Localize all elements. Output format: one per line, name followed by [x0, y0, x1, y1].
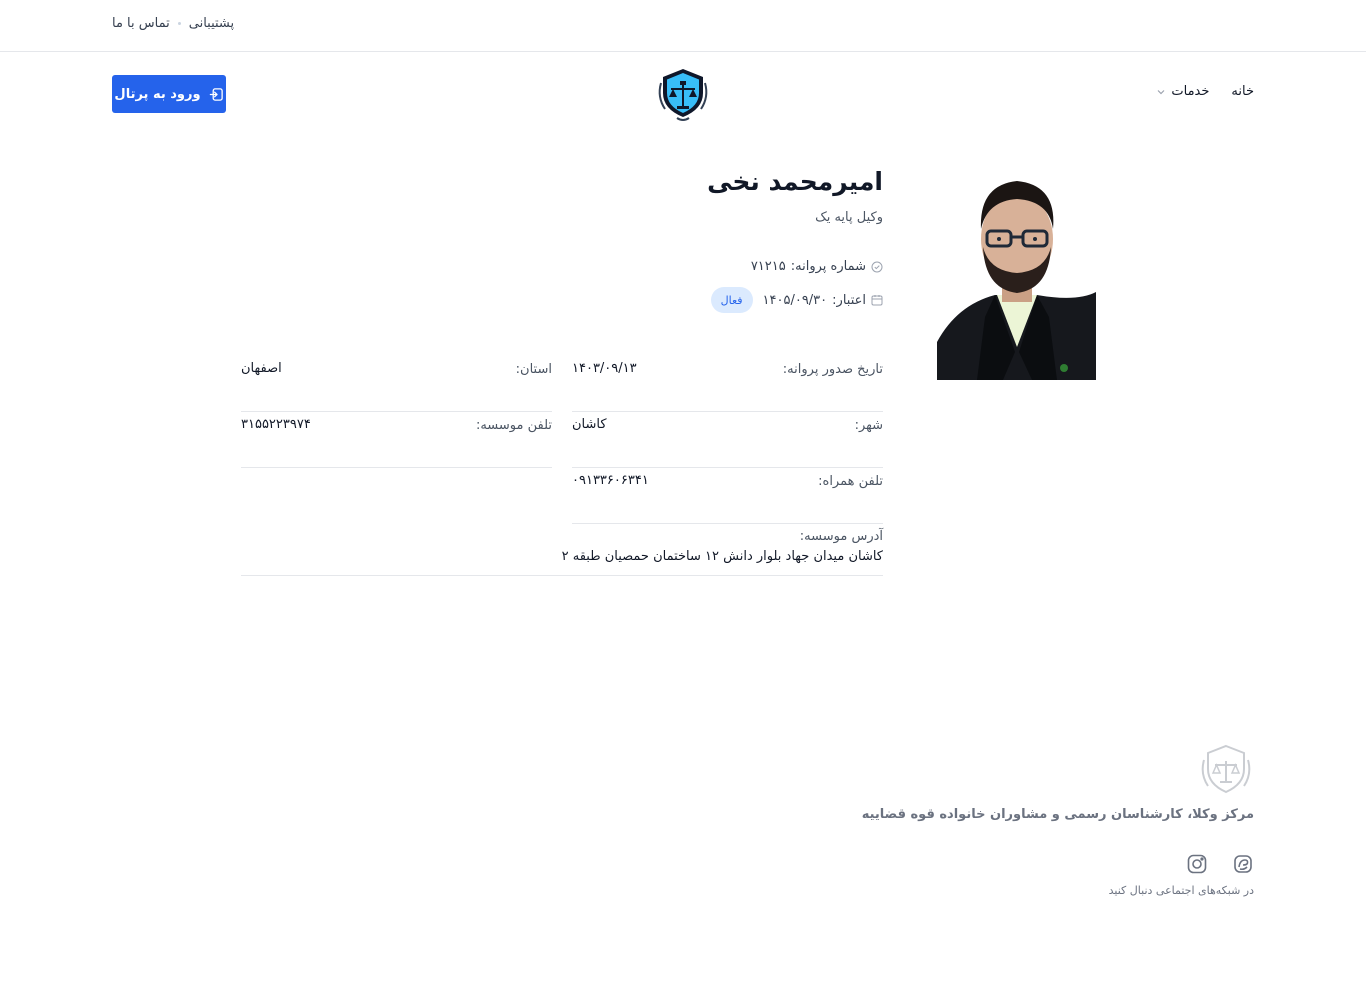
lawyer-title: وکیل پایه یک [815, 210, 883, 225]
contact-link[interactable]: تماس با ما [112, 16, 170, 31]
expiry-label: اعتبار: [832, 292, 866, 308]
province-label: استان: [515, 362, 552, 377]
province-value: اصفهان [241, 361, 282, 376]
topbar-links [112, 16, 234, 31]
footer-logo [1198, 742, 1254, 798]
expiry-row [711, 287, 883, 313]
social-links [1186, 853, 1254, 875]
judiciary-logo [653, 63, 713, 123]
navbar [0, 52, 1366, 136]
mobile-value: ۰۹۱۳۳۶۰۶۳۴۱ [572, 473, 649, 488]
city-field [572, 412, 883, 468]
office-phone-value: ۳۱۵۵۲۲۳۹۷۴ [241, 417, 311, 432]
issue-date-field [572, 356, 883, 412]
province-field [241, 356, 552, 412]
mobile-label: تلفن همراه: [818, 474, 883, 489]
footer-title: مرکز وکلا، کارشناسان رسمی و مشاوران خانواده قوه قضاییه [861, 807, 1254, 822]
eitaa-icon[interactable] [1232, 853, 1254, 875]
instagram-icon[interactable] [1186, 853, 1208, 875]
login-icon [209, 87, 224, 102]
city-label: شهر: [854, 418, 883, 433]
address-label: آدرس موسسه: [799, 529, 883, 544]
profile-photo [937, 167, 1096, 380]
nav-services-label: خدمات [1171, 84, 1210, 99]
license-row [751, 259, 883, 274]
city-value: کاشان [572, 417, 607, 432]
issue-date-value: ۱۴۰۳/۰۹/۱۳ [572, 361, 637, 376]
office-phone-field [241, 412, 552, 468]
address-value: کاشان میدان جهاد بلوار دانش ۱۲ ساختمان حمصیان طبقه ۲ [561, 549, 883, 564]
office-phone-label: تلفن موسسه: [475, 418, 552, 433]
nav-services[interactable] [1157, 84, 1209, 99]
portal-login-button[interactable] [112, 75, 226, 113]
status-badge: فعال [711, 287, 753, 313]
mobile-field [572, 468, 883, 524]
separator-dot [178, 22, 181, 25]
license-number: ۷۱۲۱۵ [750, 259, 786, 274]
address-field [241, 524, 883, 576]
support-link[interactable]: پشتیبانی [188, 16, 235, 31]
chevron-down-icon [1157, 88, 1165, 96]
lawyer-name: امیرمحمد نخی [707, 167, 883, 196]
calendar-icon [871, 294, 883, 306]
check-circle-icon [871, 261, 883, 273]
portal-button-label: ورود به پرتال [114, 86, 201, 102]
topbar [0, 0, 1366, 52]
expiry-date: ۱۴۰۵/۰۹/۳۰ [762, 292, 828, 308]
issue-date-label: تاریخ صدور پروانه: [782, 362, 883, 377]
follow-text: در شبکه‌های اجتماعی دنبال کنید [1108, 884, 1254, 897]
nav-home[interactable]: خانه [1231, 84, 1254, 99]
main-nav [1157, 84, 1254, 99]
license-label: شماره پروانه: [790, 259, 866, 274]
